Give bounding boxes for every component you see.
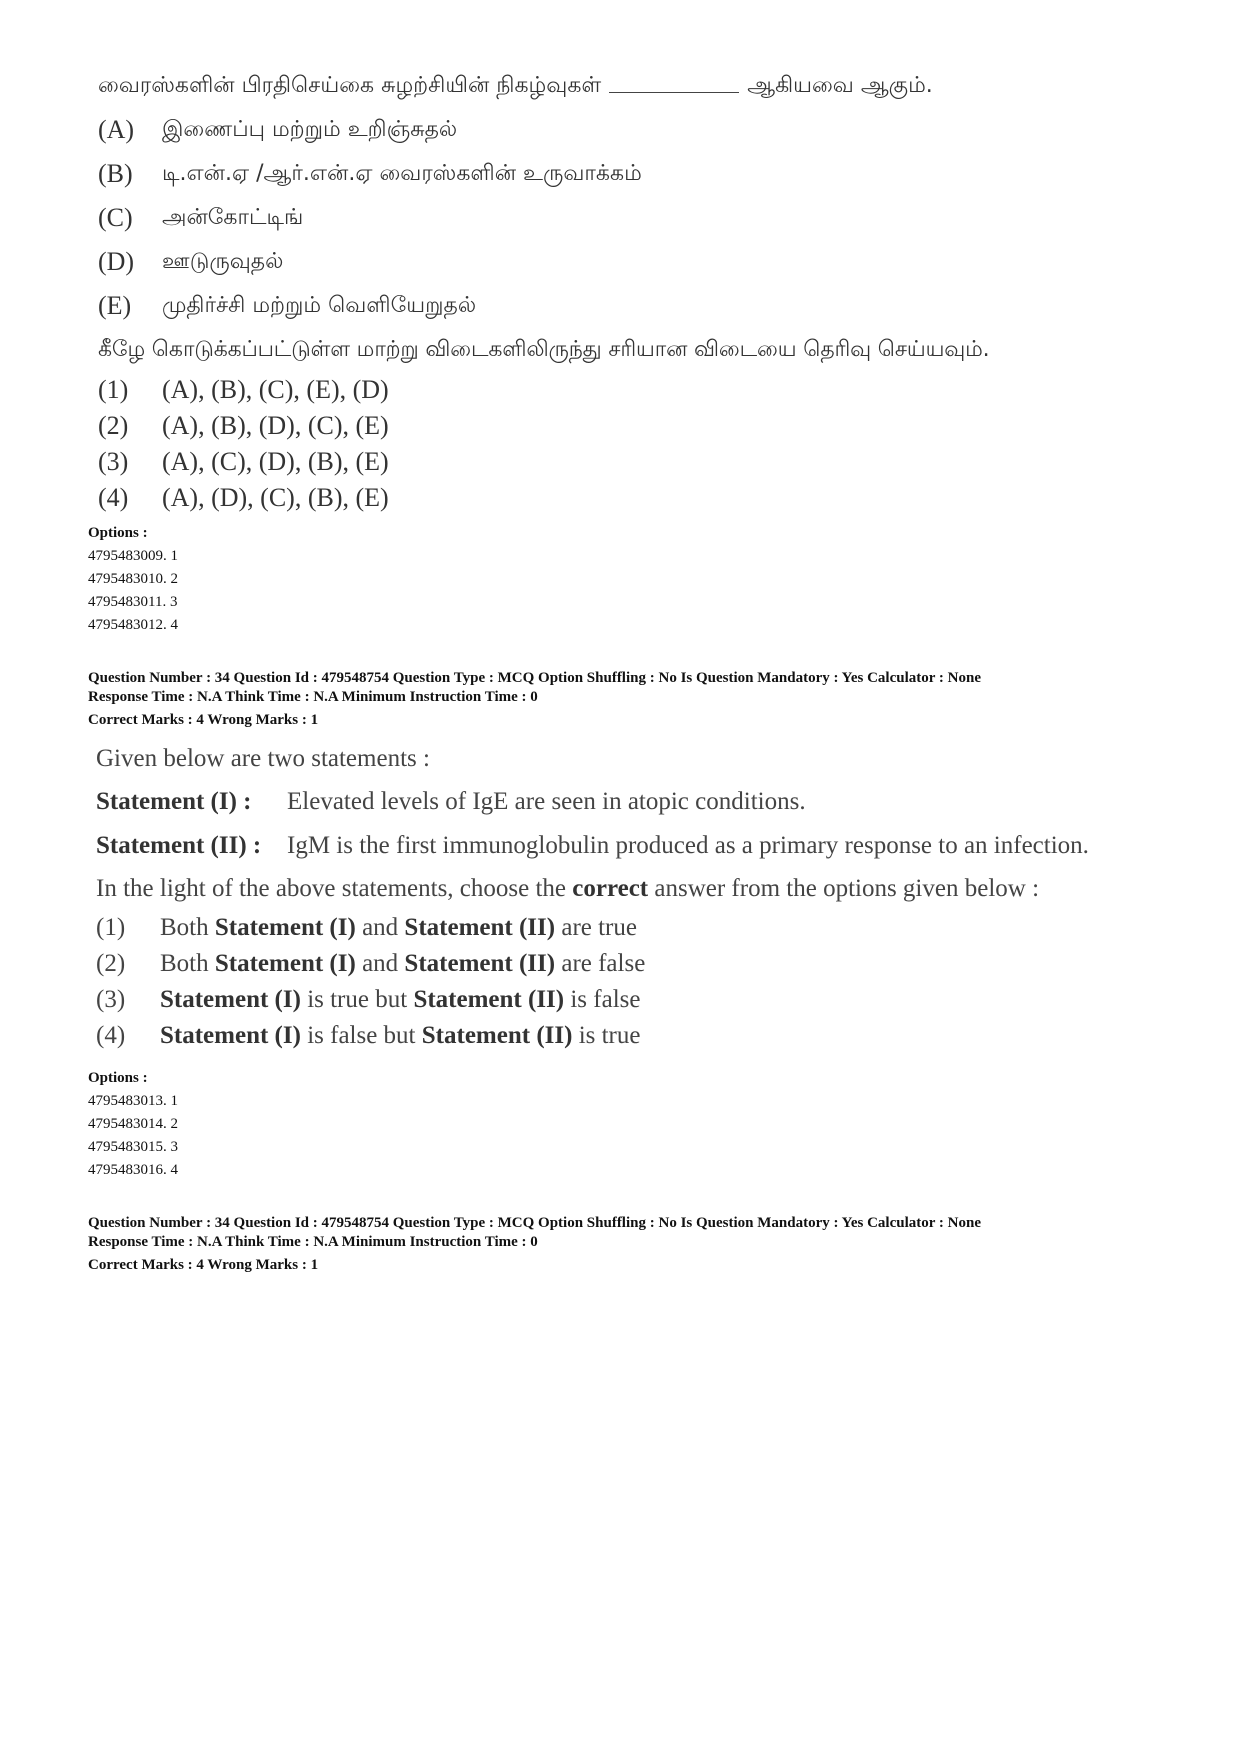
statement-label: Statement (I) : xyxy=(96,788,252,815)
answer-number: (2) xyxy=(98,411,129,440)
option-id-line: 4795483010. 2 xyxy=(88,571,178,587)
options-list xyxy=(88,1067,178,1182)
marks-line: Correct Marks : 4 Wrong Marks : 1 xyxy=(88,712,319,728)
options-list xyxy=(88,522,178,637)
text-run-bold: Statement (I) xyxy=(160,986,301,1013)
answer-text: (A), (C), (D), (B), (E) xyxy=(162,447,389,476)
stem-text-before: வைரஸ்களின் பிரதிசெய்கை சுழற்சியின் நிகழ்வுகள் xyxy=(98,73,602,98)
answer-option xyxy=(96,910,1216,946)
option-id-line: 4795483013. 1 xyxy=(88,1093,178,1109)
text-run: are true xyxy=(555,914,637,941)
meta-line: Question Number : 34 Question Id : 479548754 Question Type : MCQ Option Shuffling : No Is Question Mandatory : Yes Calculator : None xyxy=(88,670,981,686)
list-item xyxy=(98,196,1208,240)
options-heading: Options : xyxy=(88,1070,148,1086)
instr-text: In the light of the above statements, choose the xyxy=(96,875,567,902)
answer-text xyxy=(160,946,645,982)
list-item xyxy=(98,108,1208,152)
text-run-bold: Statement (II) xyxy=(404,914,556,941)
answer-option xyxy=(98,372,1208,408)
question-instruction: கீழே கொடுக்கப்பட்டுள்ள மாற்று விடைகளிலிருந்து சரியான விடையை தெரிவு செய்யவும். xyxy=(98,337,990,362)
answer-number: (2) xyxy=(96,950,126,977)
instr-emphasis: correct xyxy=(572,875,649,902)
marks-line: Correct Marks : 4 Wrong Marks : 1 xyxy=(88,1257,319,1273)
question-instruction xyxy=(96,868,1216,910)
instr-text: answer from the options given below : xyxy=(654,875,1040,902)
question-meta xyxy=(88,669,981,730)
answer-text xyxy=(160,1018,640,1054)
text-run-bold: Statement (II) xyxy=(413,986,565,1013)
text-run-bold: Statement (I) xyxy=(214,950,356,977)
meta-line: Response Time : N.A Think Time : N.A Minimum Instruction Time : 0 xyxy=(88,1234,538,1250)
item-text: இணைப்பு மற்றும் உறிஞ்சுதல் xyxy=(162,117,458,142)
list-item xyxy=(98,240,1208,284)
answer-text: (A), (B), (C), (E), (D) xyxy=(162,375,389,404)
statement-text: Elevated levels of IgE are seen in atopic conditions. xyxy=(287,788,806,815)
tamil-question xyxy=(98,64,1208,516)
text-run: Both xyxy=(160,914,215,941)
statement-two xyxy=(96,824,1216,868)
question-intro: Given below are two statements : xyxy=(96,745,430,772)
answer-text xyxy=(160,982,640,1018)
item-label: (A) xyxy=(98,115,135,144)
option-id-line: 4795483011. 3 xyxy=(88,594,178,610)
answer-number: (1) xyxy=(98,375,129,404)
item-text: டி.என்.ஏ /ஆர்.என்.ஏ வைரஸ்களின் உருவாக்கம் xyxy=(162,161,642,186)
text-run: is true but xyxy=(300,986,414,1013)
text-run: is false xyxy=(564,986,641,1013)
answer-number: (3) xyxy=(96,986,126,1013)
answer-number: (4) xyxy=(96,1022,126,1049)
item-text: ஊடுருவுதல் xyxy=(162,249,284,274)
answer-option xyxy=(98,444,1208,480)
option-id-line: 4795483014. 2 xyxy=(88,1116,178,1132)
item-label: (B) xyxy=(98,159,133,188)
answer-option xyxy=(96,1018,1216,1054)
text-run: and xyxy=(355,950,405,977)
answer-number: (4) xyxy=(98,483,129,512)
item-label: (D) xyxy=(98,247,135,276)
question-stem xyxy=(98,64,1208,108)
question-meta xyxy=(88,1214,981,1275)
list-item xyxy=(98,284,1208,328)
option-id-line: 4795483015. 3 xyxy=(88,1139,178,1155)
text-run: is false but xyxy=(300,1022,422,1049)
stem-text-after: ஆகியவை ஆகும். xyxy=(747,73,933,98)
answer-text: (A), (D), (C), (B), (E) xyxy=(162,483,389,512)
text-run: and xyxy=(355,914,405,941)
fill-blank xyxy=(609,91,739,93)
option-id-line: 4795483012. 4 xyxy=(88,617,178,633)
item-text: அன்கோட்டிங் xyxy=(162,205,304,230)
item-text: முதிர்ச்சி மற்றும் வெளியேறுதல் xyxy=(162,293,477,318)
options-heading: Options : xyxy=(88,525,148,541)
answer-option xyxy=(96,982,1216,1018)
option-id-line: 4795483016. 4 xyxy=(88,1162,178,1178)
text-run-bold: Statement (I) xyxy=(160,1022,301,1049)
text-run-bold: Statement (I) xyxy=(214,914,356,941)
option-id-line: 4795483009. 1 xyxy=(88,548,178,564)
meta-line: Response Time : N.A Think Time : N.A Minimum Instruction Time : 0 xyxy=(88,689,538,705)
answer-text: (A), (B), (D), (C), (E) xyxy=(162,411,389,440)
text-run: are false xyxy=(555,950,646,977)
answer-option xyxy=(98,480,1208,516)
statement-one xyxy=(96,780,1216,824)
list-item xyxy=(98,152,1208,196)
answer-number: (1) xyxy=(96,914,126,941)
statement-label: Statement (II) : xyxy=(96,832,262,859)
meta-line: Question Number : 34 Question Id : 479548754 Question Type : MCQ Option Shuffling : No Is Question Mandatory : Yes Calculator : None xyxy=(88,1215,981,1231)
text-run: Both xyxy=(160,950,215,977)
item-label: (E) xyxy=(98,291,132,320)
answer-option xyxy=(98,408,1208,444)
answer-number: (3) xyxy=(98,447,129,476)
item-label: (C) xyxy=(98,203,133,232)
text-run-bold: Statement (II) xyxy=(421,1022,573,1049)
answer-option xyxy=(96,946,1216,982)
english-question xyxy=(96,738,1216,1054)
text-run-bold: Statement (II) xyxy=(404,950,556,977)
text-run: is true xyxy=(572,1022,641,1049)
statement-text: IgM is the first immunoglobulin produced as a primary response to an infection. xyxy=(287,832,1089,859)
answer-text xyxy=(160,910,637,946)
